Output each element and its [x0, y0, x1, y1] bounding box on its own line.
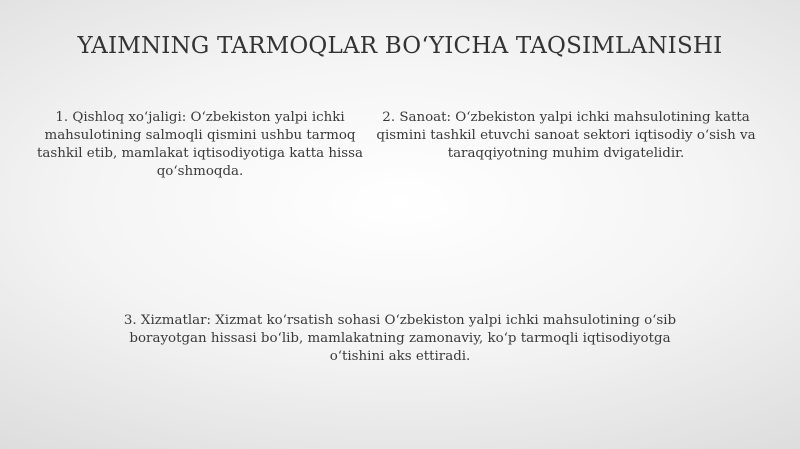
point-services: 3. Xizmatlar: Xizmat ko‘rsatish sohasi O‘zbekiston yalpi ichki mahsulotining o‘sib borayotgan hissasi bo‘lib, mamlakatning zamonaviy, ko‘p tarmoqli iqtisodiyotga o‘tishini aks ettiradi.	[123, 313, 677, 364]
slide-title: YAIMNING TARMOQLAR BO‘YICHA TAQSIMLANISHI	[77, 33, 723, 59]
point-industry: 2. Sanoat: O‘zbekiston yalpi ichki mahsulotining katta qismini tashkil etuvchi sanoat sektori iqtisodiy o‘sish va taraqqiyotning muhim dvigatelidir.	[376, 110, 756, 161]
point-agriculture: 1. Qishloq xo‘jaligi: O‘zbekiston yalpi ichki mahsulotining salmoqli qismini ushbu tarmoq tashkil etib, mamlakat iqtisodiyotiga katta hissa qo‘shmoqda.	[37, 110, 363, 179]
